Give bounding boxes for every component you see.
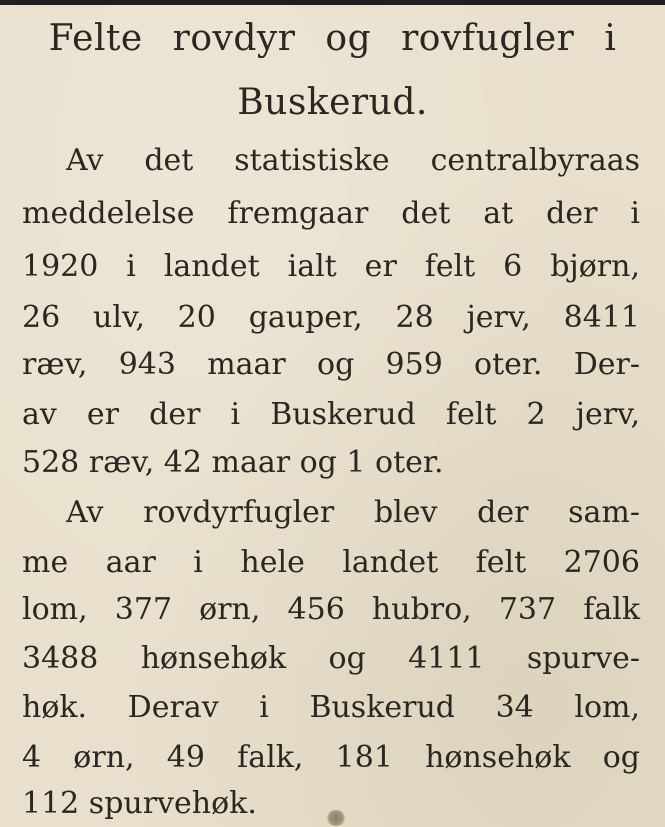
paragraph-2-line-3: lom, 377 ørn, 456 hubro, 737 falk [22, 592, 640, 627]
headline-line-2: Buskerud. [237, 82, 428, 123]
headline-line-1: Felte rovdyr og rovfugler i [48, 18, 617, 59]
paragraph-2-line-2: me aar i hele landet felt 2706 [22, 545, 640, 580]
paragraph-1-line-2: meddelelse fremgaar det at der i [22, 196, 640, 231]
paragraph-2-line-6: 4 ørn, 49 falk, 181 hønsehøk og [22, 740, 640, 775]
paragraph-2-line-7: 112 spurvehøk. [22, 786, 257, 821]
paragraph-1-line-1: Av det statistiske centralbyraas [66, 143, 640, 178]
ink-spot [326, 810, 346, 826]
paragraph-1-line-6: av er der i Buskerud felt 2 jerv, [22, 397, 640, 432]
newspaper-clipping [0, 5, 665, 827]
paragraph-1-line-5: ræv, 943 maar og 959 oter. Der- [22, 347, 640, 382]
paragraph-2-line-4: 3488 hønsehøk og 4111 spurve- [22, 641, 640, 676]
paragraph-1-line-4: 26 ulv, 20 gauper, 28 jerv, 8411 [22, 300, 640, 335]
paragraph-2-line-1: Av rovdyrfugler blev der sam- [66, 495, 640, 530]
paragraph-1-line-7: 528 ræv, 42 maar og 1 oter. [22, 445, 444, 480]
paragraph-1-line-3: 1920 i landet ialt er felt 6 bjørn, [22, 249, 640, 284]
paragraph-2-line-5: høk. Derav i Buskerud 34 lom, [22, 690, 640, 725]
